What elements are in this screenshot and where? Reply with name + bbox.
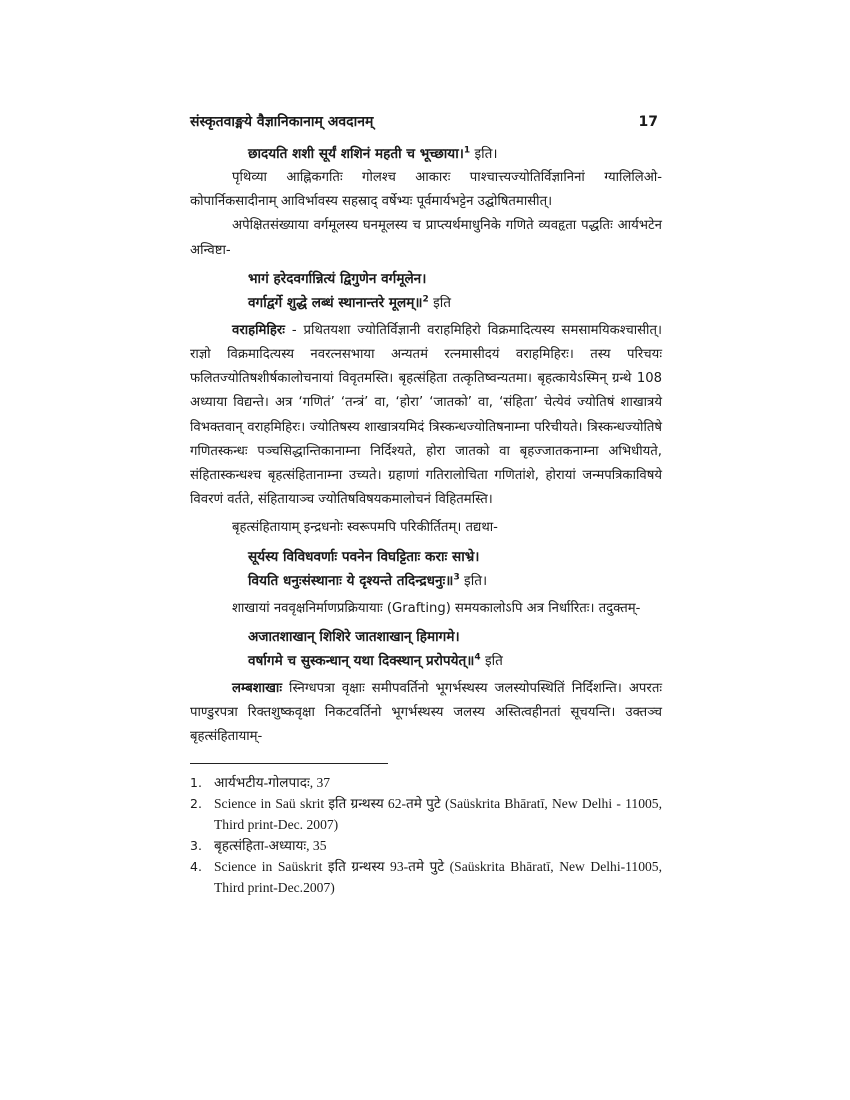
paragraph-4: बृहत्संहितायाम् इन्द्रधनोः स्वरूपमपि परिकीर्तितम्। तद्यथा- <box>232 520 498 536</box>
footnote-2-text: Science in Saü skrit इति ग्रन्थस्य 62-तमे पुटे (Saüskrita Bhāratī, New Delhi - 11005, Third print-Dec. 2007) <box>214 796 662 833</box>
paragraph-1: पृथिव्या आह्निकगतिः गोलश्च आकारः पाश्चात्त्यज्योतिर्विज्ञानिनां ग्यालिलिओ-कोपार्निकसादीनाम् आविर्भावस्य सहस्राद् वर्षेभ्यः पूर्वमार्यभट्टेन उद्घोषितमासीत्। <box>190 170 662 210</box>
footnote-3 <box>190 835 662 856</box>
footnote-2-number: 2. <box>190 796 202 812</box>
verse-4 <box>190 625 662 673</box>
paragraph-5: शाखायां नववृक्षनिर्माणप्रक्रियायाः (Grafting) समयकालोऽपि अत्र निर्धारितः। तदुक्तम्- <box>232 600 641 616</box>
footnote-separator <box>190 763 388 764</box>
footnote-4-number: 4. <box>190 859 202 875</box>
paragraph-6-lead: लम्बशाखाः <box>232 680 283 696</box>
verse-4-iti: इति <box>480 652 503 669</box>
verse-2-iti: इति <box>428 294 452 311</box>
verse-3 <box>190 545 662 593</box>
footnote-3-number: 3. <box>190 838 202 854</box>
page-number: 17 <box>638 114 658 130</box>
document-page <box>190 112 662 898</box>
paragraph-2: अपेक्षितसंख्याया वर्गमूलस्य घनमूलस्य च प्राप्त्यर्थमाधुनिके गणिते व्यवहृता पद्धतिः आर्यभटेन अन्विष्टा- <box>190 218 662 258</box>
paragraph-6 <box>190 677 662 750</box>
footnote-4-text: Science in Saüskrit इति ग्रन्थस्य 93-तमे पुटे (Saüskrita Bhāratī, New Delhi-11005, Third print-Dec.2007) <box>214 859 662 896</box>
verse-1-iti: इति। <box>470 146 498 162</box>
footnote-ref-2: 2 <box>422 294 429 305</box>
footnote-1 <box>190 772 662 793</box>
footnotes <box>190 772 662 898</box>
verse-2 <box>190 267 662 315</box>
verse-4-line-2: वर्षागमे च सुस्कन्धान् यथा दिक्स्थान् प्ररोपयेत्॥ <box>248 652 475 669</box>
verse-1-text: छादयति शशी सूर्यं शशिनं महती च भूच्छाया। <box>248 146 464 162</box>
verse-2-line-2: वर्गाद्वर्गे शुद्धे लब्धं स्थानान्तरे मूलम्॥ <box>248 294 423 311</box>
paragraph-3 <box>190 319 662 513</box>
verse-1 <box>190 142 662 166</box>
verse-4-line-1: अजातशाखान् शिशिरे जातशाखान् हिमागमे। <box>248 628 460 645</box>
footnote-2 <box>190 793 662 835</box>
footnote-1-text: आर्यभटीय-गोलपादः, 37 <box>214 775 331 791</box>
paragraph-3-text: - प्रथितयशा ज्योतिर्विज्ञानी वराहमिहिरो विक्रमादित्यस्य समसामयिकश्चासीत्। राज्ञो विक्रमादित्यस्य नवरत्नसभाया अन्यतमं रत्नमासीदयं वराहमिहिरः। तस्य परिचयः फलितज्योतिषशीर्षकालोचनायां विवृतमस्ति। बृहत्संहिता तत्कृतिष्वन्यतमा। बृहत्कायेऽस्मिन् ग्रन्थे 108 अध्याया विद्यन्ते। अत्र ‘गणितं’ ‘तन्त्रं’ वा, ‘होरा’ ‘जातको’ वा, ‘संहिता’ चेत्येवं ज्योतिषं शाखात्रये विभक्तवान् वराहमिहिरः। ज्योतिषस्य शाखात्रयमिदं त्रिस्कन्धज्योतिषनाम्ना परिचीयते। त्रिस्कन्धज्योतिषे गणितस्कन्धः पञ्चसिद्धान्तिकानाम्ना निर्दिश्यते, होरा जातको वा बृहज्जातकनाम्ना अभिधीयते, संहितास्कन्धश्च बृहत्संहितानाम्ना उच्यते। ग्रहाणां गतिरालोचिता गणितांशे, होरायां जन्मपत्रिकाविषये विवरणं वर्तते, संहितायाञ्च ज्योतिषविषयकमालोचनं विहितमस्ति। <box>190 322 662 508</box>
footnote-ref-4: 4 <box>474 652 481 663</box>
footnote-4 <box>190 856 662 898</box>
footnote-ref-1: 1 <box>463 145 471 156</box>
running-header <box>190 112 662 142</box>
verse-3-line-2: वियति धनुःसंस्थानाः ये दृश्यन्ते तदिन्द्रधनुः॥ <box>248 572 454 589</box>
footnote-ref-3: 3 <box>453 572 460 583</box>
paragraph-6-text: स्निग्धपत्रा वृक्षाः समीपवर्तिनो भूगर्भस्थस्य जलस्योपस्थितिं निर्दिशन्ति। अपरतः पाण्डुरपत्रा रिक्तशुष्कवृक्षा निकटवर्तिनो भूगर्भस्थस्य जलस्य अस्तित्वहीनतां सूचयन्ति। उक्तञ्च बृहत्संहितायाम्- <box>190 680 662 745</box>
verse-2-line-1: भागं हरेदवर्गान्नित्यं द्विगुणेन वर्गमूलेन। <box>248 270 427 287</box>
verse-3-iti: इति। <box>459 572 488 589</box>
footnote-1-number: 1. <box>190 775 202 791</box>
verse-3-line-1: सूर्यस्य विविधवर्णाः पवनेन विघट्टिताः कराः साभ्रे। <box>248 548 480 565</box>
footnote-3-text: बृहत्संहिता-अध्यायः, 35 <box>214 838 327 854</box>
running-title: संस्कृतवाङ्मये वैज्ञानिकानाम् अवदानम् <box>190 114 374 130</box>
paragraph-3-lead: वराहमिहिरः <box>232 322 285 338</box>
